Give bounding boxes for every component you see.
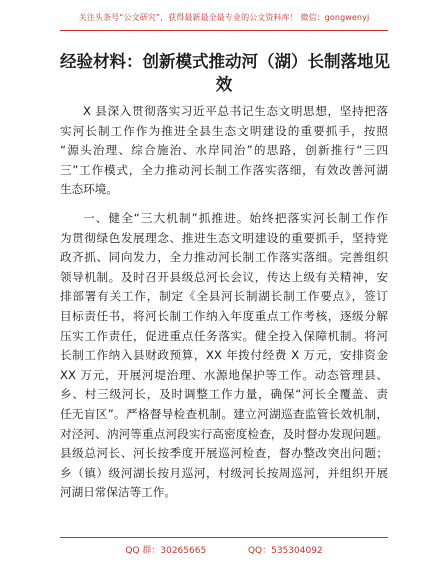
- paragraph-gap: [60, 200, 388, 209]
- footer-divider: [60, 537, 388, 538]
- body-line: 压实工作责任，促进重点任务落实。健全投入保障机制。将河: [60, 328, 388, 343]
- document-body: [60, 102, 388, 503]
- body-line: 县级总河长、河长按季度开展巡河检查，督办整改突出问题；: [60, 446, 388, 461]
- body-line: XX 万元，开展河堤治理、水源地保护等工作。动态管理县、: [60, 367, 388, 382]
- body-line: 政齐抓、同向发力，全力推动河长制工作落实落细。完善组织: [60, 250, 388, 265]
- footer-contact: [60, 543, 388, 556]
- header-banner: 关注头条号“公文研究”，获得最新最全最专业的公文资料库！ 微信：gongwenyj: [78, 13, 370, 22]
- header-divider: [60, 30, 388, 31]
- body-line: 乡（镇）级河湖长按月巡河，村级河长按周巡河，并组织开展: [60, 465, 388, 480]
- body-line: 三”工作模式，全力推动河长制工作落实落细，有效改善河湖: [60, 162, 388, 177]
- document-title: [60, 50, 388, 96]
- body-line: 为贯彻绿色发展理念、推进生态文明建设的重要抓手，坚持党: [60, 230, 388, 245]
- body-line: 河湖日常保洁等工作。: [60, 485, 176, 500]
- qq-group-label: QQ 群：30265665: [125, 546, 207, 556]
- paragraph-intro: [60, 102, 388, 200]
- qq-number-label: QQ：535304092: [247, 546, 323, 556]
- title-line-2: 效: [215, 75, 233, 94]
- body-line: 对泾河、汭河等重点河段实行高密度检查，及时督办发现问题。: [60, 426, 388, 441]
- body-line: 长制工作纳入县财政预算，XX 年拨付经费 X 万元，安排资金: [60, 348, 388, 363]
- body-line: 生态环境。: [60, 182, 118, 197]
- body-line: 乡、村三级河长，及时调整工作力量，确保“河长全覆盖、责: [60, 387, 388, 402]
- title-line-1: 经验材料：创新模式推动河（湖）长制落地见: [60, 52, 390, 71]
- body-line: 排部署有关工作，制定《全县河长制湖长制工作要点》，签订: [60, 289, 388, 304]
- body-line: “源头治理、综合施治、水岸同治”的思路，创新推行“三四: [60, 143, 388, 158]
- body-line: 实河长制工作作为推进全县生态文明建设的重要抓手，按照: [60, 123, 388, 138]
- body-line: 一、健全“三大机制”抓推进。始终把落实河长制工作作: [83, 210, 388, 225]
- body-line: X 县深入贯彻落实习近平总书记生态文明思想，坚持把落: [83, 104, 388, 118]
- body-line: 目标责任书，将河长制工作纳入年度重点工作考核，逐级分解: [60, 308, 388, 323]
- paragraph-mechanisms: [60, 209, 388, 503]
- body-line: 领导机制。及时召开县级总河长会议，传达上级有关精神，安: [60, 269, 388, 284]
- body-line: 任无盲区”。严格督导检查机制。建立河湖巡查监管长效机制，: [60, 406, 388, 421]
